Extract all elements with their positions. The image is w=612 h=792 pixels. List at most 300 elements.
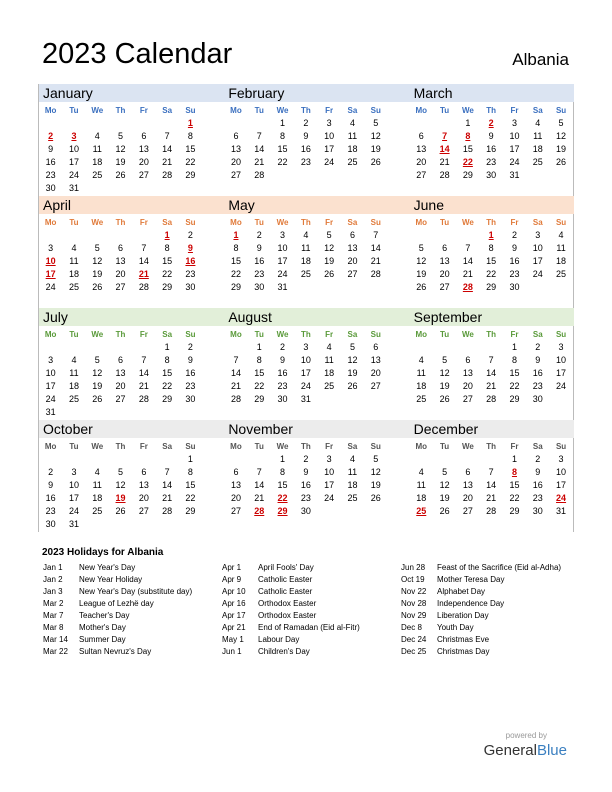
day-cell[interactable]: 21 <box>138 269 149 279</box>
day-cell[interactable]: 28 <box>462 282 473 292</box>
day-cell[interactable]: 7 <box>256 467 262 477</box>
day-cell[interactable]: 27 <box>462 506 473 516</box>
day-cell[interactable]: 24 <box>324 157 335 167</box>
day-cell[interactable]: 6 <box>141 467 147 477</box>
day-cell[interactable]: 28 <box>138 282 149 292</box>
day-cell[interactable]: 26 <box>92 282 103 292</box>
day-cell[interactable]: 30 <box>185 282 196 292</box>
day-cell[interactable]: 30 <box>254 282 265 292</box>
day-cell[interactable]: 6 <box>465 355 471 365</box>
day-cell[interactable]: 9 <box>256 243 262 253</box>
day-cell[interactable]: 8 <box>465 131 471 141</box>
day-cell[interactable]: 31 <box>300 394 311 404</box>
day-cell[interactable]: 10 <box>45 368 56 378</box>
day-cell[interactable]: 15 <box>277 480 288 490</box>
day-cell[interactable]: 3 <box>558 454 564 464</box>
day-cell[interactable]: 27 <box>416 170 427 180</box>
day-cell[interactable]: 18 <box>324 368 335 378</box>
day-cell[interactable]: 11 <box>301 243 311 253</box>
day-cell[interactable]: 14 <box>254 480 265 490</box>
day-cell[interactable]: 7 <box>233 355 239 365</box>
day-cell[interactable]: 28 <box>138 394 149 404</box>
day-cell[interactable]: 3 <box>48 243 54 253</box>
day-cell[interactable]: 19 <box>556 144 567 154</box>
day-cell[interactable]: 29 <box>162 282 173 292</box>
day-cell[interactable]: 29 <box>509 506 520 516</box>
day-cell[interactable]: 11 <box>533 131 543 141</box>
day-cell[interactable]: 30 <box>300 506 311 516</box>
day-cell[interactable]: 15 <box>277 144 288 154</box>
day-cell[interactable]: 24 <box>509 157 520 167</box>
day-cell[interactable]: 28 <box>486 394 497 404</box>
day-cell[interactable]: 23 <box>185 269 196 279</box>
day-cell[interactable]: 18 <box>92 493 103 503</box>
day-cell[interactable]: 17 <box>532 256 543 266</box>
day-cell[interactable]: 24 <box>300 381 311 391</box>
day-cell[interactable]: 21 <box>486 493 497 503</box>
day-cell[interactable]: 2 <box>48 467 54 477</box>
day-cell[interactable]: 4 <box>418 355 424 365</box>
day-cell[interactable]: 2 <box>303 118 309 128</box>
day-cell[interactable]: 23 <box>45 506 56 516</box>
day-cell[interactable]: 11 <box>69 256 79 266</box>
day-cell[interactable]: 3 <box>326 118 332 128</box>
day-cell[interactable]: 15 <box>185 480 196 490</box>
day-cell[interactable]: 30 <box>45 519 56 529</box>
day-cell[interactable]: 2 <box>535 454 541 464</box>
day-cell[interactable]: 17 <box>68 157 79 167</box>
day-cell[interactable]: 22 <box>277 157 288 167</box>
day-cell[interactable]: 6 <box>233 467 239 477</box>
day-cell[interactable]: 31 <box>68 183 79 193</box>
day-cell[interactable]: 11 <box>556 243 566 253</box>
day-cell[interactable]: 6 <box>418 131 424 141</box>
day-cell[interactable]: 9 <box>187 243 193 253</box>
day-cell[interactable]: 20 <box>115 381 126 391</box>
day-cell[interactable]: 25 <box>92 506 103 516</box>
day-cell[interactable]: 27 <box>347 269 358 279</box>
day-cell[interactable]: 21 <box>439 157 450 167</box>
day-cell[interactable]: 5 <box>373 118 379 128</box>
day-cell[interactable]: 31 <box>68 519 79 529</box>
day-cell[interactable]: 23 <box>532 493 543 503</box>
day-cell[interactable]: 16 <box>254 256 265 266</box>
day-cell[interactable]: 4 <box>349 454 355 464</box>
day-cell[interactable]: 20 <box>230 493 241 503</box>
day-cell[interactable]: 29 <box>277 506 288 516</box>
day-cell[interactable]: 25 <box>416 394 427 404</box>
day-cell[interactable]: 13 <box>230 480 241 490</box>
day-cell[interactable]: 8 <box>280 467 286 477</box>
day-cell[interactable]: 3 <box>511 118 517 128</box>
day-cell[interactable]: 4 <box>303 230 309 240</box>
day-cell[interactable]: 8 <box>488 243 494 253</box>
day-cell[interactable]: 9 <box>48 144 54 154</box>
day-cell[interactable]: 7 <box>373 230 379 240</box>
day-cell[interactable]: 23 <box>45 170 56 180</box>
day-cell[interactable]: 26 <box>370 157 381 167</box>
day-cell[interactable]: 14 <box>162 144 173 154</box>
day-cell[interactable]: 29 <box>509 394 520 404</box>
day-cell[interactable]: 19 <box>92 269 103 279</box>
day-cell[interactable]: 5 <box>118 467 124 477</box>
day-cell[interactable]: 16 <box>277 368 288 378</box>
day-cell[interactable]: 18 <box>68 381 79 391</box>
day-cell[interactable]: 6 <box>349 230 355 240</box>
day-cell[interactable]: 30 <box>509 282 520 292</box>
day-cell[interactable]: 26 <box>416 282 427 292</box>
day-cell[interactable]: 17 <box>300 368 311 378</box>
day-cell[interactable]: 20 <box>462 381 473 391</box>
day-cell[interactable]: 28 <box>439 170 450 180</box>
day-cell[interactable]: 21 <box>370 256 381 266</box>
day-cell[interactable]: 31 <box>556 506 567 516</box>
day-cell[interactable]: 5 <box>558 118 564 128</box>
day-cell[interactable]: 23 <box>185 381 196 391</box>
day-cell[interactable]: 13 <box>370 355 381 365</box>
day-cell[interactable]: 6 <box>141 131 147 141</box>
day-cell[interactable]: 7 <box>164 467 170 477</box>
day-cell[interactable]: 24 <box>68 170 79 180</box>
day-cell[interactable]: 20 <box>115 269 126 279</box>
day-cell[interactable]: 29 <box>185 506 196 516</box>
day-cell[interactable]: 29 <box>254 394 265 404</box>
day-cell[interactable]: 16 <box>532 368 543 378</box>
day-cell[interactable]: 13 <box>138 480 149 490</box>
day-cell[interactable]: 22 <box>509 493 520 503</box>
day-cell[interactable]: 24 <box>45 394 56 404</box>
day-cell[interactable]: 14 <box>462 256 473 266</box>
day-cell[interactable]: 10 <box>68 144 79 154</box>
day-cell[interactable]: 7 <box>164 131 170 141</box>
day-cell[interactable]: 12 <box>439 368 450 378</box>
day-cell[interactable]: 10 <box>300 355 311 365</box>
day-cell[interactable]: 20 <box>347 256 358 266</box>
day-cell[interactable]: 12 <box>92 368 103 378</box>
day-cell[interactable]: 27 <box>370 381 381 391</box>
day-cell[interactable]: 4 <box>326 342 332 352</box>
day-cell[interactable]: 5 <box>118 131 124 141</box>
day-cell[interactable]: 25 <box>324 381 335 391</box>
day-cell[interactable]: 29 <box>486 282 497 292</box>
day-cell[interactable]: 9 <box>511 243 517 253</box>
day-cell[interactable]: 25 <box>416 506 427 516</box>
day-cell[interactable]: 12 <box>115 144 126 154</box>
day-cell[interactable]: 7 <box>488 355 494 365</box>
day-cell[interactable]: 30 <box>45 183 56 193</box>
day-cell[interactable]: 18 <box>416 493 427 503</box>
day-cell[interactable]: 1 <box>465 118 471 128</box>
day-cell[interactable]: 2 <box>187 342 193 352</box>
day-cell[interactable]: 12 <box>439 480 450 490</box>
day-cell[interactable]: 1 <box>488 230 494 240</box>
day-cell[interactable]: 27 <box>439 282 450 292</box>
day-cell[interactable]: 8 <box>256 355 262 365</box>
day-cell[interactable]: 24 <box>277 269 288 279</box>
day-cell[interactable]: 27 <box>138 506 149 516</box>
day-cell[interactable]: 3 <box>280 230 286 240</box>
day-cell[interactable]: 15 <box>486 256 497 266</box>
day-cell[interactable]: 29 <box>162 394 173 404</box>
day-cell[interactable]: 19 <box>324 256 335 266</box>
day-cell[interactable]: 25 <box>92 170 103 180</box>
day-cell[interactable]: 16 <box>45 157 56 167</box>
day-cell[interactable]: 6 <box>442 243 448 253</box>
brand-logo[interactable]: GeneralBlue <box>483 742 567 759</box>
day-cell[interactable]: 13 <box>462 480 473 490</box>
day-cell[interactable]: 8 <box>511 467 517 477</box>
day-cell[interactable]: 27 <box>230 506 241 516</box>
day-cell[interactable]: 5 <box>326 230 332 240</box>
day-cell[interactable]: 20 <box>439 269 450 279</box>
day-cell[interactable]: 16 <box>185 256 196 266</box>
day-cell[interactable]: 2 <box>535 342 541 352</box>
day-cell[interactable]: 5 <box>442 467 448 477</box>
day-cell[interactable]: 5 <box>418 243 424 253</box>
day-cell[interactable]: 27 <box>230 170 241 180</box>
day-cell[interactable]: 1 <box>280 118 286 128</box>
day-cell[interactable]: 15 <box>162 256 173 266</box>
day-cell[interactable]: 27 <box>115 394 126 404</box>
day-cell[interactable]: 10 <box>68 480 79 490</box>
day-cell[interactable]: 12 <box>556 131 567 141</box>
day-cell[interactable]: 9 <box>535 355 541 365</box>
day-cell[interactable]: 4 <box>71 243 77 253</box>
day-cell[interactable]: 3 <box>535 230 541 240</box>
day-cell[interactable]: 14 <box>138 368 149 378</box>
day-cell[interactable]: 14 <box>486 368 497 378</box>
day-cell[interactable]: 13 <box>416 144 427 154</box>
day-cell[interactable]: 4 <box>94 467 100 477</box>
day-cell[interactable]: 28 <box>162 506 173 516</box>
day-cell[interactable]: 28 <box>370 269 381 279</box>
day-cell[interactable]: 30 <box>486 170 497 180</box>
day-cell[interactable]: 4 <box>535 118 541 128</box>
day-cell[interactable]: 25 <box>300 269 311 279</box>
day-cell[interactable]: 12 <box>370 467 381 477</box>
day-cell[interactable]: 28 <box>230 394 241 404</box>
day-cell[interactable]: 25 <box>68 394 79 404</box>
day-cell[interactable]: 13 <box>439 256 450 266</box>
day-cell[interactable]: 1 <box>164 342 170 352</box>
day-cell[interactable]: 23 <box>509 269 520 279</box>
day-cell[interactable]: 19 <box>115 493 126 503</box>
day-cell[interactable]: 19 <box>370 480 381 490</box>
day-cell[interactable]: 21 <box>162 493 173 503</box>
day-cell[interactable]: 2 <box>488 118 494 128</box>
day-cell[interactable]: 5 <box>349 342 355 352</box>
day-cell[interactable]: 27 <box>462 394 473 404</box>
day-cell[interactable]: 17 <box>324 480 335 490</box>
day-cell[interactable]: 14 <box>230 368 241 378</box>
day-cell[interactable]: 31 <box>45 407 56 417</box>
day-cell[interactable]: 26 <box>370 493 381 503</box>
day-cell[interactable]: 4 <box>94 131 100 141</box>
day-cell[interactable]: 23 <box>300 157 311 167</box>
day-cell[interactable]: 20 <box>462 493 473 503</box>
day-cell[interactable]: 15 <box>254 368 265 378</box>
day-cell[interactable]: 17 <box>68 493 79 503</box>
day-cell[interactable]: 23 <box>486 157 497 167</box>
day-cell[interactable]: 16 <box>486 144 497 154</box>
day-cell[interactable]: 13 <box>138 144 149 154</box>
day-cell[interactable]: 10 <box>556 355 567 365</box>
day-cell[interactable]: 1 <box>511 454 517 464</box>
day-cell[interactable]: 9 <box>187 355 193 365</box>
day-cell[interactable]: 12 <box>92 256 103 266</box>
day-cell[interactable]: 22 <box>509 381 520 391</box>
day-cell[interactable]: 1 <box>256 342 262 352</box>
day-cell[interactable]: 18 <box>347 144 358 154</box>
day-cell[interactable]: 1 <box>511 342 517 352</box>
day-cell[interactable]: 11 <box>324 355 334 365</box>
day-cell[interactable]: 14 <box>370 243 381 253</box>
day-cell[interactable]: 9 <box>303 467 309 477</box>
day-cell[interactable]: 24 <box>68 506 79 516</box>
day-cell[interactable]: 4 <box>71 355 77 365</box>
day-cell[interactable]: 1 <box>164 230 170 240</box>
day-cell[interactable]: 16 <box>45 493 56 503</box>
day-cell[interactable]: 19 <box>92 381 103 391</box>
day-cell[interactable]: 19 <box>416 269 427 279</box>
day-cell[interactable]: 4 <box>558 230 564 240</box>
day-cell[interactable]: 8 <box>164 243 170 253</box>
day-cell[interactable]: 13 <box>115 256 126 266</box>
day-cell[interactable]: 6 <box>118 355 124 365</box>
day-cell[interactable]: 23 <box>300 493 311 503</box>
day-cell[interactable]: 2 <box>511 230 517 240</box>
day-cell[interactable]: 29 <box>462 170 473 180</box>
day-cell[interactable]: 26 <box>92 394 103 404</box>
day-cell[interactable]: 26 <box>324 269 335 279</box>
day-cell[interactable]: 25 <box>347 493 358 503</box>
day-cell[interactable]: 18 <box>92 157 103 167</box>
day-cell[interactable]: 15 <box>230 256 241 266</box>
day-cell[interactable]: 21 <box>254 493 265 503</box>
day-cell[interactable]: 25 <box>347 157 358 167</box>
day-cell[interactable]: 30 <box>532 506 543 516</box>
day-cell[interactable]: 1 <box>280 454 286 464</box>
day-cell[interactable]: 8 <box>511 355 517 365</box>
day-cell[interactable]: 20 <box>416 157 427 167</box>
day-cell[interactable]: 7 <box>256 131 262 141</box>
day-cell[interactable]: 18 <box>556 256 567 266</box>
day-cell[interactable]: 29 <box>185 170 196 180</box>
day-cell[interactable]: 22 <box>486 269 497 279</box>
day-cell[interactable]: 15 <box>509 368 520 378</box>
day-cell[interactable]: 10 <box>324 131 335 141</box>
day-cell[interactable]: 11 <box>347 467 358 477</box>
day-cell[interactable]: 15 <box>162 368 173 378</box>
day-cell[interactable]: 7 <box>141 355 147 365</box>
day-cell[interactable]: 17 <box>45 381 56 391</box>
day-cell[interactable]: 13 <box>462 368 473 378</box>
day-cell[interactable]: 6 <box>118 243 124 253</box>
day-cell[interactable]: 25 <box>556 269 567 279</box>
day-cell[interactable]: 9 <box>303 131 309 141</box>
day-cell[interactable]: 14 <box>439 144 450 154</box>
day-cell[interactable]: 21 <box>230 381 241 391</box>
day-cell[interactable]: 7 <box>488 467 494 477</box>
day-cell[interactable]: 2 <box>303 454 309 464</box>
day-cell[interactable]: 17 <box>556 368 567 378</box>
day-cell[interactable]: 28 <box>254 506 265 516</box>
day-cell[interactable]: 24 <box>556 381 567 391</box>
day-cell[interactable]: 13 <box>115 368 126 378</box>
day-cell[interactable]: 19 <box>439 493 450 503</box>
day-cell[interactable]: 27 <box>115 282 126 292</box>
day-cell[interactable]: 11 <box>92 144 102 154</box>
day-cell[interactable]: 21 <box>462 269 473 279</box>
day-cell[interactable]: 30 <box>277 394 288 404</box>
day-cell[interactable]: 10 <box>556 467 567 477</box>
day-cell[interactable]: 8 <box>164 355 170 365</box>
day-cell[interactable]: 23 <box>277 381 288 391</box>
day-cell[interactable]: 22 <box>185 157 196 167</box>
day-cell[interactable]: 18 <box>532 144 543 154</box>
day-cell[interactable]: 8 <box>280 131 286 141</box>
day-cell[interactable]: 17 <box>509 144 520 154</box>
day-cell[interactable]: 8 <box>187 131 193 141</box>
day-cell[interactable]: 10 <box>277 243 288 253</box>
day-cell[interactable]: 20 <box>138 493 149 503</box>
day-cell[interactable]: 16 <box>300 480 311 490</box>
day-cell[interactable]: 19 <box>370 144 381 154</box>
day-cell[interactable]: 9 <box>48 480 54 490</box>
day-cell[interactable]: 26 <box>347 381 358 391</box>
day-cell[interactable]: 19 <box>347 368 358 378</box>
day-cell[interactable]: 10 <box>324 467 335 477</box>
day-cell[interactable]: 25 <box>532 157 543 167</box>
day-cell[interactable]: 18 <box>68 269 79 279</box>
day-cell[interactable]: 12 <box>347 355 358 365</box>
day-cell[interactable]: 21 <box>486 381 497 391</box>
day-cell[interactable]: 11 <box>347 131 358 141</box>
day-cell[interactable]: 20 <box>138 157 149 167</box>
day-cell[interactable]: 13 <box>347 243 358 253</box>
day-cell[interactable]: 3 <box>303 342 309 352</box>
day-cell[interactable]: 26 <box>556 157 567 167</box>
day-cell[interactable]: 11 <box>92 480 102 490</box>
day-cell[interactable]: 4 <box>418 467 424 477</box>
day-cell[interactable]: 11 <box>416 368 426 378</box>
day-cell[interactable]: 26 <box>439 506 450 516</box>
day-cell[interactable]: 26 <box>439 394 450 404</box>
day-cell[interactable]: 3 <box>48 355 54 365</box>
day-cell[interactable]: 2 <box>187 230 193 240</box>
day-cell[interactable]: 9 <box>280 355 286 365</box>
day-cell[interactable]: 8 <box>187 467 193 477</box>
day-cell[interactable]: 31 <box>509 170 520 180</box>
day-cell[interactable]: 5 <box>94 243 100 253</box>
day-cell[interactable]: 19 <box>439 381 450 391</box>
day-cell[interactable]: 9 <box>488 131 494 141</box>
day-cell[interactable]: 14 <box>138 256 149 266</box>
day-cell[interactable]: 17 <box>324 144 335 154</box>
day-cell[interactable]: 23 <box>532 381 543 391</box>
day-cell[interactable]: 10 <box>509 131 520 141</box>
day-cell[interactable]: 20 <box>370 368 381 378</box>
day-cell[interactable]: 11 <box>69 368 79 378</box>
day-cell[interactable]: 8 <box>233 243 239 253</box>
day-cell[interactable]: 17 <box>556 480 567 490</box>
day-cell[interactable]: 16 <box>185 368 196 378</box>
day-cell[interactable]: 5 <box>373 454 379 464</box>
day-cell[interactable]: 28 <box>486 506 497 516</box>
day-cell[interactable]: 25 <box>68 282 79 292</box>
day-cell[interactable]: 24 <box>324 493 335 503</box>
day-cell[interactable]: 18 <box>300 256 311 266</box>
